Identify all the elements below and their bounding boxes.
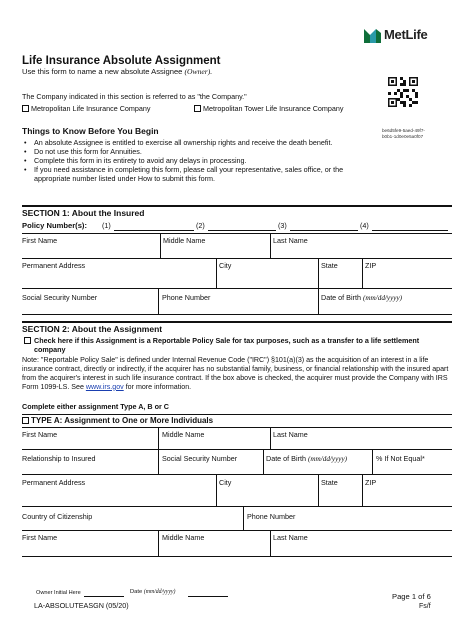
dob-label: Date of Birth	[321, 293, 363, 302]
policy-number-label: Policy Number(s):	[22, 221, 87, 230]
insured-ssn-field[interactable]: Social Security Number	[22, 293, 98, 302]
list-item: • Do not use this form for Annuities.	[22, 147, 362, 156]
dob-format: (mm/dd/yyyy)	[307, 455, 348, 463]
divider	[22, 258, 452, 259]
metlife-logo	[364, 26, 464, 44]
insured-permanent-address-field[interactable]: Permanent Address	[22, 261, 86, 270]
insured-zip-field[interactable]: ZIP	[365, 261, 377, 270]
form-code: LA-ABSOLUTEASGN (05/20)	[34, 601, 129, 610]
metlife-logo-text: MetLife	[384, 27, 428, 42]
divider	[158, 427, 159, 449]
assignee-relationship-field[interactable]: Relationship to Insured	[22, 454, 96, 463]
policy-slot-4-label: (4)	[360, 221, 369, 230]
assignee-middle-name-field[interactable]: Middle Name	[162, 430, 205, 439]
insured-middle-name-field[interactable]: Middle Name	[163, 236, 206, 245]
barcode-id-line-2: b0b1-1d0e0e5a0f07	[382, 133, 424, 139]
insured-city-field[interactable]: City	[219, 261, 232, 270]
company-option-label: Metropolitan Tower Life Insurance Company	[203, 104, 344, 113]
insured-last-name-field[interactable]: Last Name	[273, 236, 308, 245]
policy-number-3-field[interactable]	[290, 230, 358, 231]
divider	[22, 474, 452, 475]
divider	[243, 506, 244, 530]
divider	[22, 233, 452, 234]
assignee-first-name-field[interactable]: First Name	[22, 430, 58, 439]
section-1-heading: SECTION 1: About the Insured	[22, 208, 145, 218]
divider	[372, 449, 373, 474]
divider	[216, 258, 217, 288]
assignee-ssn-field[interactable]: Social Security Number	[162, 454, 238, 463]
insured-dob-field[interactable]	[321, 293, 402, 303]
owner-initial-field[interactable]	[84, 596, 124, 597]
footer-date-field[interactable]	[188, 596, 228, 597]
company-option-label: Metropolitan Life Insurance Company	[31, 104, 151, 113]
divider	[318, 258, 319, 288]
divider	[318, 288, 319, 314]
form-subtitle-owner: (Owner).	[184, 67, 213, 76]
checkbox[interactable]	[194, 105, 201, 112]
policy-numbers-row	[22, 221, 452, 233]
company-option-metropolitan-tower[interactable]	[194, 104, 344, 113]
assignee-city-field[interactable]: City	[219, 478, 232, 487]
type-a-option[interactable]	[22, 416, 213, 425]
divider	[158, 288, 159, 314]
type-a-checkbox[interactable]	[22, 417, 29, 424]
form-subtitle	[22, 67, 212, 77]
divider	[22, 506, 452, 507]
assignee-dob-field[interactable]	[266, 454, 347, 464]
irs-link[interactable]: www.irs.gov	[85, 382, 124, 391]
insured-first-name-field[interactable]: First Name	[22, 236, 58, 245]
insured-state-field[interactable]: State	[321, 261, 338, 270]
note-text-end: for more information.	[123, 382, 192, 391]
reportable-policy-sale-checkbox-row[interactable]	[22, 336, 450, 354]
divider	[22, 427, 452, 428]
divider	[158, 449, 159, 474]
section-2-heading: SECTION 2: About the Assignment	[22, 324, 163, 334]
policy-slot-2-label: (2)	[196, 221, 205, 230]
assignee-citizenship-field[interactable]: Country of Citizenship	[22, 512, 93, 521]
section-2-rule	[22, 321, 452, 323]
barcode-id	[382, 128, 425, 139]
policy-slot-3-label: (3)	[278, 221, 287, 230]
reportable-policy-sale-checkbox[interactable]	[24, 337, 31, 344]
assignee-phone-field[interactable]: Phone Number	[247, 512, 296, 521]
assignee-2-first-name-field[interactable]: First Name	[22, 533, 58, 542]
divider	[22, 288, 452, 289]
divider	[22, 414, 452, 415]
divider	[318, 474, 319, 506]
footer-date-label	[130, 588, 175, 596]
reportable-policy-sale-label: Check here if this Assignment is a Reportable Policy Sale for tax purposes, such as a transfer to a life settlement company	[34, 336, 420, 354]
divider	[216, 474, 217, 506]
date-label: Date	[130, 589, 144, 595]
type-a-label: TYPE A: Assignment to One or More Individuals	[31, 416, 214, 425]
list-item: • Complete this form in its entirety to avoid any delays in processing.	[22, 156, 362, 165]
form-suffix: Fs/f	[419, 603, 431, 610]
divider	[270, 427, 271, 449]
owner-initial-label: Owner Initial Here	[36, 590, 81, 596]
policy-number-2-field[interactable]	[208, 230, 276, 231]
divider	[270, 530, 271, 556]
policy-slot-1-label: (1)	[102, 221, 111, 230]
qr-code-icon	[388, 77, 418, 107]
form-subtitle-text: Use this form to name a new absolute Assignee	[22, 67, 185, 76]
section-1-rule	[22, 205, 452, 207]
divider	[22, 449, 452, 450]
barcode-id-line-1: be6d5fe9-5aed-49f7-	[382, 128, 425, 133]
checkbox[interactable]	[22, 105, 29, 112]
dob-format: (mm/dd/yyyy)	[362, 294, 403, 302]
note-text: Note: "Reportable Policy Sale" is defined under Internal Revenue Code ("IRC") §101(a)(3) as the acquisition of an interest in a life insurance contract, directly or indirectly, if the acquirer has no substantial family, business, or financial relationship with the insured apart from the acquirer's interest in such life insurance contract. If the box above is checked, the acquirer must provide the Company with IRS Form 1099-LS. See	[22, 356, 449, 391]
metlife-logo-icon	[364, 27, 382, 43]
insured-phone-field[interactable]: Phone Number	[162, 293, 211, 302]
company-intro: The Company indicated in this section is referred to as "the Company."	[22, 92, 247, 101]
assignee-2-last-name-field[interactable]: Last Name	[273, 533, 308, 542]
policy-number-4-field[interactable]	[372, 230, 448, 231]
divider	[22, 556, 452, 557]
divider	[362, 474, 363, 506]
assignee-last-name-field[interactable]: Last Name	[273, 430, 308, 439]
assignee-zip-field[interactable]: ZIP	[365, 478, 377, 487]
divider	[158, 530, 159, 556]
company-option-metropolitan-life[interactable]	[22, 104, 150, 113]
complete-type-instruction: Complete either assignment Type A, B or C	[22, 402, 169, 411]
divider	[270, 233, 271, 258]
assignee-state-field[interactable]: State	[321, 478, 338, 487]
assignee-2-middle-name-field[interactable]: Middle Name	[162, 533, 205, 542]
form-title: Life Insurance Absolute Assignment	[22, 55, 221, 67]
page-number: Page 1 of 6	[392, 592, 431, 601]
things-list	[22, 138, 362, 183]
dob-label: Date of Birth	[266, 454, 308, 463]
assignee-permanent-address-field[interactable]: Permanent Address	[22, 478, 86, 487]
divider	[362, 258, 363, 288]
reportable-policy-sale-note	[22, 356, 452, 392]
assignee-percent-field[interactable]: % If Not Equal*	[376, 454, 425, 463]
list-item: • If you need assistance in completing this form, please call your representative, sales office, or the appropriate number listed under How to submit this form.	[22, 165, 362, 183]
policy-number-1-field[interactable]	[114, 230, 194, 231]
date-format: (mm/dd/yyyy)	[143, 589, 176, 595]
divider	[22, 530, 452, 531]
divider	[160, 233, 161, 258]
divider	[22, 314, 452, 315]
divider	[263, 449, 264, 474]
things-heading: Things to Know Before You Begin	[22, 126, 159, 136]
list-item: • An absolute Assignee is entitled to exercise all ownership rights and receive the death benefit.	[22, 138, 362, 147]
